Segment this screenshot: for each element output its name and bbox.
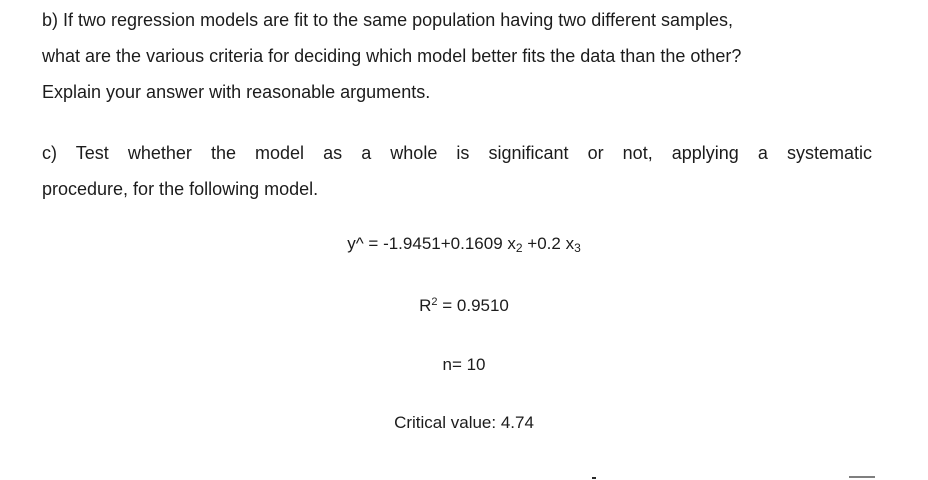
question-b-line-1: b) If two regression models are fit to the same population having two different samples, xyxy=(42,10,734,30)
question-b-line-3: Explain your answer with reasonable arguments. xyxy=(42,82,431,102)
regression-equation xyxy=(0,234,928,255)
cropped-text-fragment xyxy=(849,476,875,478)
question-c-line-2: procedure, for the following model. xyxy=(42,179,319,199)
question-b xyxy=(42,2,882,110)
question-c xyxy=(42,135,872,207)
r-squared-exponent: 2 xyxy=(431,296,438,308)
r-squared-value: = 0.9510 xyxy=(437,296,509,315)
critical-value: Critical value: 4.74 xyxy=(394,413,534,432)
r-squared-label: R xyxy=(419,296,432,315)
question-c-line-1: c) Test whether the model as a whole is significant or not, applying a systematic xyxy=(42,143,872,163)
sample-size: n= 10 xyxy=(442,355,486,374)
r-squared-line xyxy=(0,296,928,316)
equation-subscript-x2: 2 xyxy=(515,241,523,255)
cropped-text-fragment xyxy=(592,477,596,479)
equation-subscript-x3: 3 xyxy=(574,241,581,255)
question-b-line-2: what are the various criteria for deciding which model better fits the data than the other? xyxy=(42,46,742,66)
equation-prefix: y^ = -1.9451+0.1609 x xyxy=(347,234,516,253)
equation-middle: +0.2 x xyxy=(522,234,575,253)
